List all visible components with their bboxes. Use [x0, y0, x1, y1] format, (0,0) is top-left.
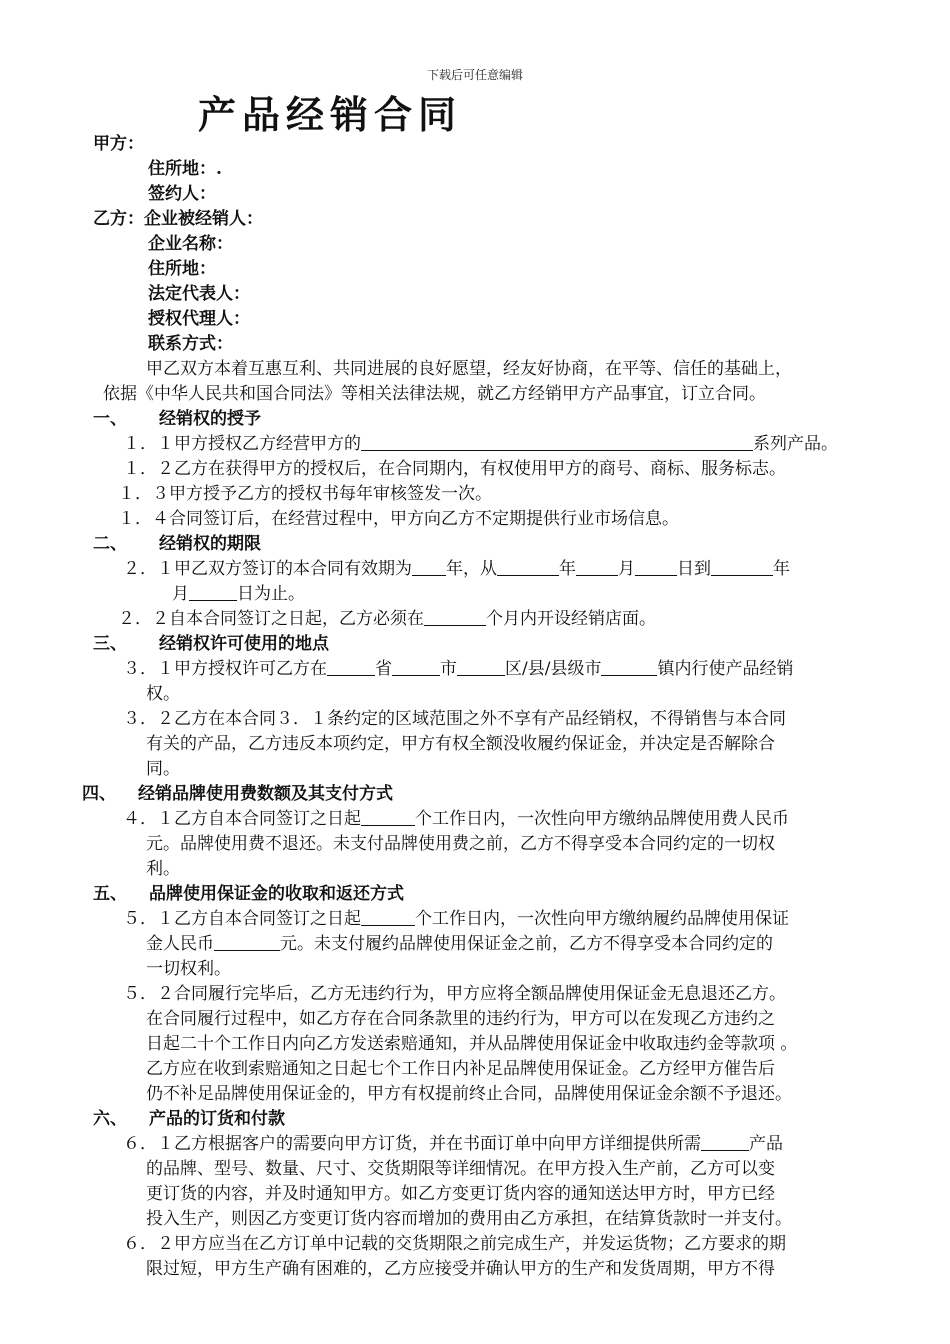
section-number: 五、: [93, 884, 127, 904]
clause-text: 年，从: [446, 559, 497, 579]
section-heading: [93, 883, 404, 905]
clause: 限过短，甲方生产确有困难的，乙方应接受并确认甲方的生产和发货周期，甲方不得: [146, 1259, 775, 1279]
clause-text: 月: [172, 584, 189, 604]
clause-text: 市: [440, 659, 457, 679]
blank-field[interactable]: [424, 609, 486, 626]
clause: 同。: [146, 759, 180, 779]
clause: [123, 908, 789, 930]
blank-field[interactable]: [361, 809, 415, 826]
section-heading: [93, 533, 261, 555]
clause: 仍不补足品牌使用保证金的，甲方有权提前终止合同，品牌使用保证金余额不予退还。: [146, 1084, 792, 1104]
clause-text: ５．１乙方自本合同签订之日起: [123, 909, 361, 929]
section-heading: [93, 408, 261, 430]
clause-text: 年: [559, 559, 576, 579]
section-title: 产品的订货和付款: [149, 1109, 285, 1129]
clause-text: 日为止。: [237, 584, 305, 604]
clause-text: ６．１乙方根据客户的需要向甲方订货，并在书面订单中向甲方详细提供所需: [123, 1134, 701, 1154]
party-b-company-name: 企业名称：: [148, 234, 233, 254]
document-title: 产品经销合同: [198, 92, 463, 137]
blank-field[interactable]: [601, 659, 657, 676]
section-title: 经销权的授予: [159, 409, 261, 429]
blank-field[interactable]: [361, 434, 753, 451]
clause-text: ４．１乙方自本合同签订之日起: [123, 809, 361, 829]
section-heading: [93, 1108, 285, 1130]
clause: ６．２甲方应当在乙方订单中记载的交货期限之前完成生产，并发运货物；乙方要求的期: [123, 1234, 786, 1254]
section-heading: [82, 783, 393, 805]
clause: 有关的产品，乙方违反本项约定，甲方有权全额没收履约保证金，并决定是否解除合: [146, 734, 775, 754]
clause: 的品牌、型号、数量、尺寸、交货期限等详细情况。在甲方投入生产前，乙方可以变: [146, 1159, 775, 1179]
blank-field[interactable]: [701, 1134, 749, 1151]
blank-field[interactable]: [412, 559, 446, 576]
party-a-label: 甲方：: [93, 134, 144, 154]
clause-text: 镇内行使产品经销: [657, 659, 794, 679]
clause: [172, 583, 305, 605]
blank-field[interactable]: [576, 559, 618, 576]
blank-field[interactable]: [497, 559, 559, 576]
blank-field[interactable]: [189, 584, 237, 601]
clause: [123, 1133, 783, 1155]
clause-text: 月: [618, 559, 635, 579]
clause-text: 区/县/县级市: [505, 659, 602, 679]
section-title: 经销品牌使用费数额及其支付方式: [138, 784, 393, 804]
clause: [118, 608, 656, 630]
blank-field[interactable]: [214, 934, 280, 951]
clause-text: 元。未支付履约品牌使用保证金之前，乙方不得享受本合同约定的: [280, 934, 773, 954]
party-a-address: 住所地：.: [148, 159, 222, 179]
clause: 权。: [146, 684, 180, 704]
clause-text: 金人民币: [146, 934, 214, 954]
party-b-contact: 联系方式：: [148, 334, 233, 354]
clause-text: 系列产品。: [753, 434, 838, 454]
clause: [123, 808, 789, 830]
clause: 日起二十个工作日内向乙方发送索赔通知，并从品牌使用保证金中收取违约金等款项 。: [146, 1034, 798, 1054]
clause: [146, 933, 773, 955]
clause-text: ３．１甲方授权许可乙方在: [123, 659, 327, 679]
clause: １．２乙方在获得甲方的授权后，在合同期内，有权使用甲方的商号、商标、服务标志。: [123, 459, 786, 479]
clause-text: 个工作日内，一次性向甲方缴纳品牌使用费人民币: [415, 809, 789, 829]
clause: ５．２合同履行完毕后，乙方无违约行为，甲方应将全额品牌使用保证金无息退还乙方。: [123, 984, 786, 1004]
clause: [123, 658, 793, 680]
clause-text: 产品: [749, 1134, 783, 1154]
clause: [123, 558, 790, 580]
clause: 乙方应在收到索赔通知之日起七个工作日内补足品牌使用保证金。乙方经甲方催告后: [146, 1059, 775, 1079]
clause: 更订货的内容，并及时通知甲方。如乙方变更订货内容的通知送达甲方时，甲方已经: [146, 1184, 775, 1204]
clause-text: 省: [375, 659, 392, 679]
section-title: 经销权许可使用的地点: [159, 634, 329, 654]
clause: 投入生产，则因乙方变更订货内容而增加的费用由乙方承担，在结算货款时一并支付。: [146, 1209, 792, 1229]
clause-text: １．１甲方授权乙方经营甲方的: [123, 434, 361, 454]
clause-text: ２．１甲乙双方签订的本合同有效期为: [123, 559, 412, 579]
clause-text: 日到: [677, 559, 711, 579]
party-a-signatory: 签约人：: [148, 184, 216, 204]
blank-field[interactable]: [327, 659, 375, 676]
clause: [123, 433, 838, 455]
blank-field[interactable]: [635, 559, 677, 576]
clause-text: 个月内开设经销店面。: [486, 609, 656, 629]
blank-field[interactable]: [392, 659, 440, 676]
party-b-legal-rep: 法定代表人：: [148, 284, 250, 304]
clause: 一切权利。: [146, 959, 231, 979]
clause: １．４合同签订后，在经营过程中，甲方向乙方不定期提供行业市场信息。: [118, 509, 679, 529]
blank-field[interactable]: [457, 659, 505, 676]
section-title: 品牌使用保证金的收取和返还方式: [149, 884, 404, 904]
preamble-line: 依据《中华人民共和国合同法》等相关法律法规，就乙方经销甲方产品事宜，订立合同。: [103, 384, 766, 404]
clause-text: ２．２自本合同签订之日起，乙方必须在: [118, 609, 424, 629]
blank-field[interactable]: [711, 559, 773, 576]
section-number: 四、: [82, 784, 116, 804]
section-title: 经销权的期限: [159, 534, 261, 554]
clause: 在合同履行过程中，如乙方存在合同条款里的违约行为，甲方可以在发现乙方违约之: [146, 1009, 775, 1029]
clause: ３．２乙方在本合同３．１条约定的区域范围之外不享有产品经销权，不得销售与本合同: [123, 709, 786, 729]
section-number: 一、: [93, 409, 127, 429]
section-number: 六、: [93, 1109, 127, 1129]
party-b-agent: 授权代理人：: [148, 309, 250, 329]
party-b-address: 住所地：: [148, 259, 216, 279]
clause: 元。品牌使用费不退还。未支付品牌使用费之前，乙方不得享受本合同约定的一切权: [146, 834, 775, 854]
clause-text: 年: [773, 559, 790, 579]
section-number: 三、: [93, 634, 127, 654]
section-heading: [93, 633, 329, 655]
party-b-label: 乙方：企业被经销人：: [93, 209, 263, 229]
blank-field[interactable]: [361, 909, 415, 926]
clause: 利。: [146, 859, 180, 879]
preamble-line: 甲乙双方本着互惠互利、共同进展的良好愿望，经友好协商，在平等、信任的基础上，: [146, 359, 792, 379]
clause: １．３甲方授予乙方的授权书每年审核签发一次。: [118, 484, 492, 504]
clause-text: 个工作日内，一次性向甲方缴纳履约品牌使用保证: [415, 909, 789, 929]
section-number: 二、: [93, 534, 127, 554]
header-note: 下载后可任意编辑: [426, 68, 523, 82]
